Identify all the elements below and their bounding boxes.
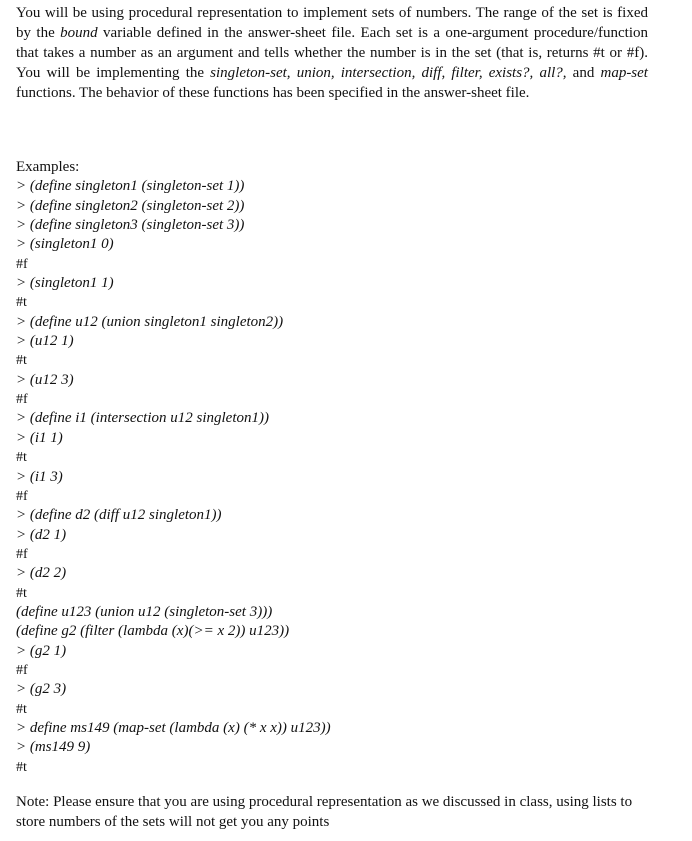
example-result-line: #f — [16, 392, 28, 408]
intro-text-4: functions. The behavior of these functions has been specified in the answer-sheet file. — [16, 85, 530, 101]
example-command-line: > (g2 1) — [16, 642, 67, 659]
example-command-line: > (ms149 9) — [16, 739, 91, 756]
example-result-line: #f — [16, 662, 28, 678]
example-command-line: > (d2 1) — [16, 526, 67, 543]
example-command-line: > (g2 3) — [16, 681, 67, 698]
example-command-line: > (define singleton1 (singleton-set 1)) — [16, 178, 245, 195]
examples-block — [16, 158, 676, 777]
example-result-line: #t — [16, 585, 27, 601]
examples-heading: Examples: — [16, 159, 80, 175]
example-command-line: (define g2 (filter (lambda (x)(>= x 2)) u123)) — [16, 623, 290, 640]
example-result-line: #t — [16, 759, 27, 775]
example-command-line: > (define i1 (intersection u12 singleton1)) — [16, 410, 269, 427]
example-result-line: #f — [16, 546, 28, 562]
example-result-line: #f — [16, 256, 28, 272]
intro-mapset-term: map-set — [600, 65, 648, 81]
intro-text-1: You will be using procedural representation to implement sets of numbers. The range of the set is fixed by the — [16, 5, 648, 41]
intro-function-list: singleton-set, union, intersection, diff, filter, exists?, all?, — [210, 65, 567, 81]
example-result-line: #t — [16, 353, 27, 369]
example-command-line: (define u123 (union u12 (singleton-set 3))) — [16, 603, 273, 620]
intro-text-2: variable defined in the answer-sheet file. Each set is a one-argument procedure/function that takes a number as an argument and tells whether the number is in the set (that is, returns #t or #f). You will be implementing the — [16, 25, 648, 81]
example-command-line: > (define d2 (diff u12 singleton1)) — [16, 507, 222, 524]
intro-bound-term: bound — [60, 25, 98, 41]
example-command-line: > (define singleton2 (singleton-set 2)) — [16, 197, 245, 214]
example-command-line: > (u12 1) — [16, 333, 74, 350]
example-lines — [16, 177, 676, 777]
intro-paragraph — [16, 3, 648, 103]
example-command-line: > (define u12 (union singleton1 singleton2)) — [16, 313, 284, 330]
example-command-line: > (singleton1 0) — [16, 236, 114, 253]
example-command-line: > (u12 3) — [16, 371, 74, 388]
example-command-line: > (define singleton3 (singleton-set 3)) — [16, 217, 245, 234]
example-result-line: #f — [16, 488, 28, 504]
example-command-line: > (i1 3) — [16, 468, 63, 485]
example-command-line: > define ms149 (map-set (lambda (x) (* x x)) u123)) — [16, 719, 331, 736]
example-result-line: #t — [16, 295, 27, 311]
example-result-line: #t — [16, 701, 27, 717]
example-result-line: #t — [16, 450, 27, 466]
note-paragraph: Note: Please ensure that you are using procedural representation as we discussed in class, using lists to store numbers of the sets will not get you any points — [16, 794, 633, 830]
example-command-line: > (d2 2) — [16, 565, 67, 582]
intro-text-3: and — [566, 65, 601, 81]
example-command-line: > (singleton1 1) — [16, 275, 114, 292]
example-command-line: > (i1 1) — [16, 429, 63, 446]
